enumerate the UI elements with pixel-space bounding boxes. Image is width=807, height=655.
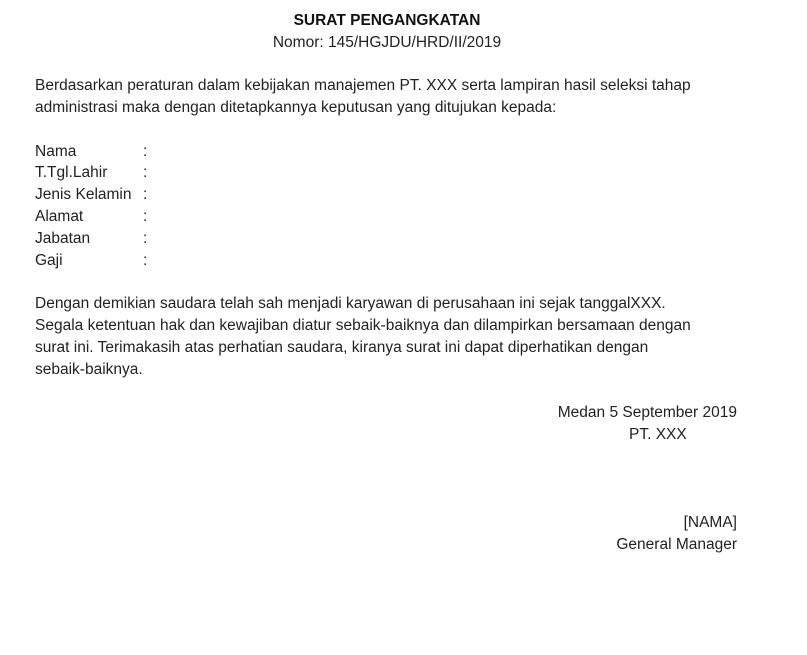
intro-line: Berdasarkan peraturan dalam kebijakan manajemen PT. XXX serta lampiran hasil seleksi tahap xyxy=(35,77,691,94)
field-colon: : xyxy=(143,208,148,225)
field-label-jabatan: Jabatan xyxy=(35,230,91,247)
field-label-nama: Nama xyxy=(35,143,77,160)
field-colon: : xyxy=(143,186,148,203)
field-label-alamat: Alamat xyxy=(35,208,84,225)
signatory-position: General Manager xyxy=(616,536,737,553)
field-label-gaji: Gaji xyxy=(35,252,63,269)
body-line: sebaik-baiknya. xyxy=(35,361,143,378)
body-line: Segala ketentuan hak dan kewajiban diatur sebaik-baiknya dan dilampirkan bersamaan dengan xyxy=(35,317,691,334)
intro-line: administrasi maka dengan ditetapkannya keputusan yang ditujukan kepada: xyxy=(35,99,557,116)
field-colon: : xyxy=(143,252,148,269)
signatory-name: [NAMA] xyxy=(683,514,737,531)
document-number: Nomor: 145/HGJDU/HRD/II/2019 xyxy=(272,34,502,51)
body-line: surat ini. Terimakasih atas perhatian saudara, kiranya surat ini dapat diperhatikan dengan xyxy=(35,339,649,356)
place-date: Medan 5 September 2019 xyxy=(557,404,737,421)
field-label-tgl-lahir: T.Tgl.Lahir xyxy=(35,164,108,181)
body-line: Dengan demikian saudara telah sah menjadi karyawan di perusahaan ini sejak tanggalXXX. xyxy=(35,295,666,312)
field-label-jenis-kelamin: Jenis Kelamin xyxy=(35,186,132,203)
field-colon: : xyxy=(143,143,148,160)
company-name: PT. XXX xyxy=(629,426,687,443)
document-title: SURAT PENGANGKATAN xyxy=(293,12,481,29)
field-colon: : xyxy=(143,164,148,181)
field-colon: : xyxy=(143,230,148,247)
